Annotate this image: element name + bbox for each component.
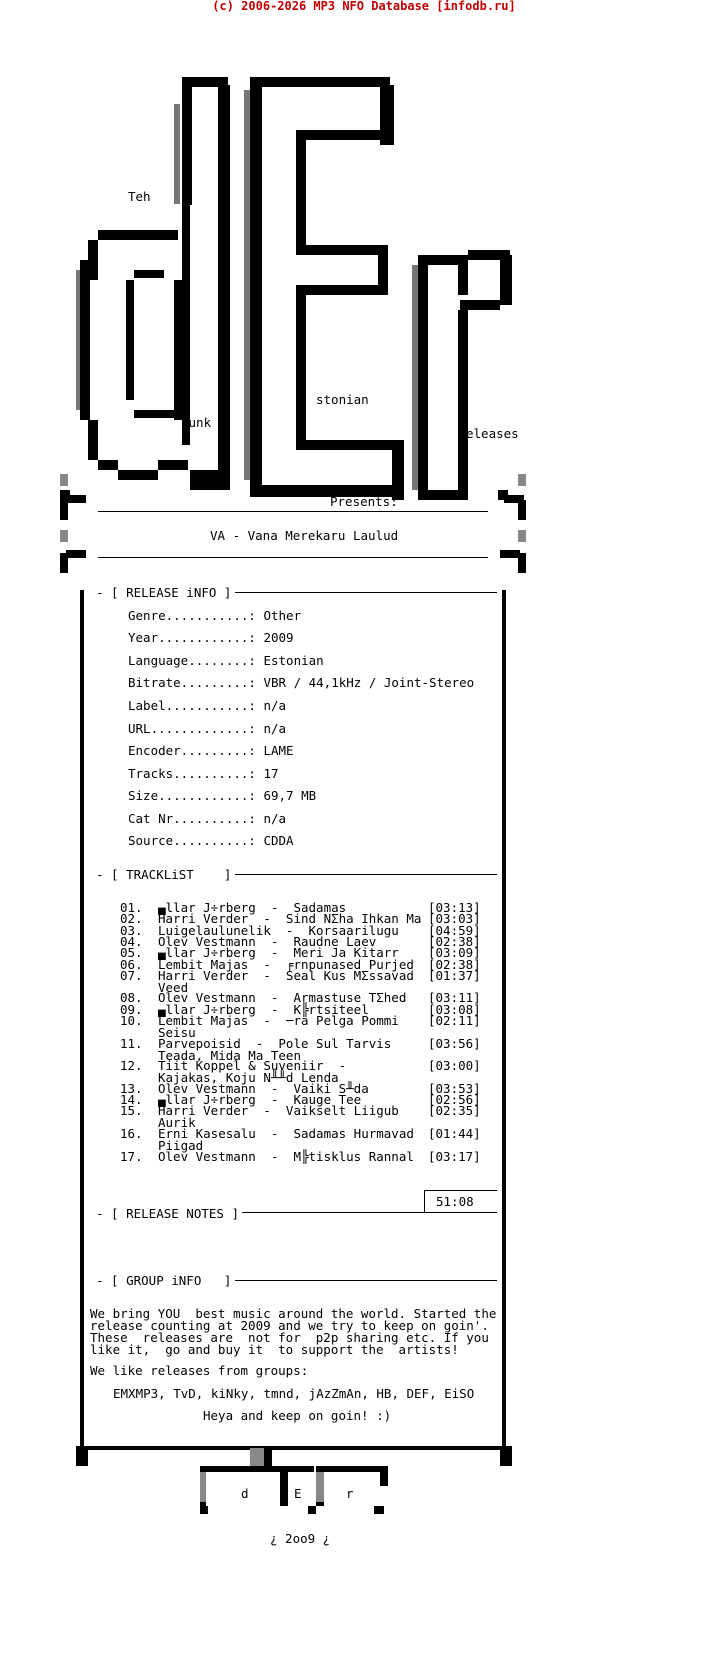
track-title: Lembit Majas - ╒rnpunased Purjed — [158, 956, 414, 972]
info-row: Cat Nr..........: n/a — [128, 811, 287, 826]
track-title: Erni Kasesalu - Sadamas Hurmavad Piigad — [158, 1126, 414, 1153]
logo-label-teh: Teh — [128, 189, 151, 204]
track-number: 01. — [120, 900, 143, 915]
total-box-left — [424, 1190, 425, 1212]
info-row: Bitrate.........: VBR / 44,1kHz / Joint-Stereo — [128, 675, 475, 690]
info-row: Source..........: CDDA — [128, 833, 294, 848]
track-time: [03:03] — [428, 911, 481, 927]
section-release-info: - [ RELEASE iNFO ] — [96, 585, 232, 600]
track-number: 15. — [120, 1103, 143, 1119]
track-title: Luigelaulunelik - Korsaarilugu — [158, 922, 399, 938]
track-number: 14. — [120, 1092, 143, 1108]
track-title: ▄llar J÷rberg - Sadamas — [158, 900, 347, 915]
track-number: 07. — [120, 967, 143, 983]
total-box-top — [424, 1190, 497, 1191]
footer-logo-e: E — [294, 1486, 302, 1501]
section-release-notes: - [ RELEASE NOTES ] — [96, 1206, 239, 1221]
release-title: VA - Vana Merekaru Laulud — [210, 528, 399, 543]
frame-corner-right — [500, 1446, 512, 1466]
track-time: [03:53] — [428, 1080, 481, 1096]
track-number: 04. — [120, 933, 143, 949]
track-number: 16. — [120, 1126, 143, 1141]
track-time: [03:13] — [428, 900, 481, 915]
total-time: 51:08 — [436, 1194, 474, 1209]
groups-intro: We like releases from groups: — [90, 1363, 309, 1378]
track-time: [02:11] — [428, 1013, 481, 1028]
info-row: Encoder.........: LAME — [128, 743, 294, 758]
track-time: [01:44] — [428, 1126, 481, 1141]
track-time: [02:35] — [428, 1103, 481, 1119]
track-title: ▄llar J÷rberg - Kauge Tee — [158, 1092, 362, 1108]
track-time: [03:08] — [428, 1001, 481, 1017]
track-time: [03:11] — [428, 990, 481, 1006]
track-time: [02:38] — [428, 956, 481, 972]
presents-label: Presents: — [330, 494, 398, 509]
track-time: [02:56] — [428, 1092, 481, 1108]
track-time: [04:59] — [428, 922, 481, 938]
info-row: Language........: Estonian — [128, 653, 324, 668]
info-row: URL.............: n/a — [128, 721, 287, 736]
track-number: 02. — [120, 911, 143, 927]
section-group-info: - [ GROUP iNFO ] — [96, 1273, 232, 1288]
logo-label-eleases: eleases — [466, 426, 519, 441]
nfo-header: (c) 2006-2026 MP3 NFO Database [infodb.ru] — [212, 0, 516, 13]
track-number: 12. — [120, 1058, 143, 1074]
info-row: Label...........: n/a — [128, 698, 287, 713]
track-number: 08. — [120, 990, 143, 1006]
track-number: 06. — [120, 956, 143, 972]
track-number: 11. — [120, 1035, 143, 1051]
track-title: Tiit Koppel & Suveniir - Kajakas, Koju N╨╨d Lenda — [158, 1058, 347, 1086]
info-row: Year............: 2009 — [128, 630, 294, 645]
section-rule — [235, 874, 497, 875]
track-time: [03:56] — [428, 1035, 481, 1051]
footer-logo-d: d — [241, 1486, 249, 1501]
frame-corner-left — [76, 1446, 88, 1466]
track-time: [03:17] — [428, 1148, 481, 1164]
logo-label-stonian: stonian — [316, 392, 369, 407]
track-title: Olev Vestmann - Raudne Laev — [158, 933, 377, 949]
frame-right — [502, 590, 506, 1450]
groups-list: EMXMP3, TvD, kiNky, tmnd, jAzZmAn, HB, DEF, EiSO — [113, 1386, 475, 1401]
track-title: Harri Verder - Seal Kus MΣssavad Veed — [158, 967, 414, 995]
track-title: ▄llar J÷rberg - Meri Ja Kitarr — [158, 945, 399, 961]
footer-logo-r: r — [346, 1486, 354, 1501]
info-row: Tracks..........: 17 — [128, 766, 279, 781]
track-title: Parvepoisid - Pole Sul Tarvis Teada, Mida Ma Teen — [158, 1035, 392, 1063]
track-time: [01:37] — [428, 967, 481, 983]
track-number: 05. — [120, 945, 143, 961]
info-row: Genre...........: Other — [128, 608, 302, 623]
logo-shapes — [80, 77, 512, 500]
track-title: Olev Vestmann - Armastuse TΣhed — [158, 990, 407, 1006]
section-rule — [235, 592, 497, 593]
group-info-text: We bring YOU best music around the world. Started the release counting at 2009 and we try to keep on goin'. These releases are not for p2p sharing etc. If you like it, go and buy it to support the artists! — [90, 1306, 497, 1357]
track-title: Harri Verder - Sind NΣha Ihkan Ma — [158, 911, 422, 927]
track-title: Olev Vestmann - M╠tisklus Rannal — [158, 1148, 414, 1164]
track-title: Olev Vestmann - Vaiki S╨da — [158, 1080, 369, 1096]
footer-year: ¿ 2oo9 ¿ — [270, 1531, 331, 1546]
track-number: 13. — [120, 1080, 143, 1096]
track-title: Lembit Majas - ─ra Pelga Pommi Seisu — [158, 1013, 399, 1040]
track-title: ▄llar J÷rberg - K╠rtsiteel — [158, 1001, 369, 1017]
logo-label-runk: runk — [181, 415, 212, 430]
track-time: [03:09] — [428, 945, 481, 961]
track-time: [02:38] — [428, 933, 481, 949]
track-number: 10. — [120, 1013, 143, 1028]
track-number: 09. — [120, 1001, 143, 1017]
track-time: [03:00] — [428, 1058, 481, 1074]
section-rule — [235, 1280, 497, 1281]
track-title: Harri Verder - Vaikselt Liigub Aurik — [158, 1103, 399, 1131]
section-rule — [242, 1212, 497, 1213]
track-number: 17. — [120, 1148, 143, 1164]
section-tracklist: - [ TRACKLiST ] — [96, 867, 232, 882]
frame-left — [80, 590, 84, 1450]
track-number: 03. — [120, 922, 143, 938]
signoff: Heya and keep on goin! :) — [203, 1408, 392, 1423]
der-logo — [0, 30, 728, 500]
info-row: Size............: 69,7 MB — [128, 788, 317, 803]
